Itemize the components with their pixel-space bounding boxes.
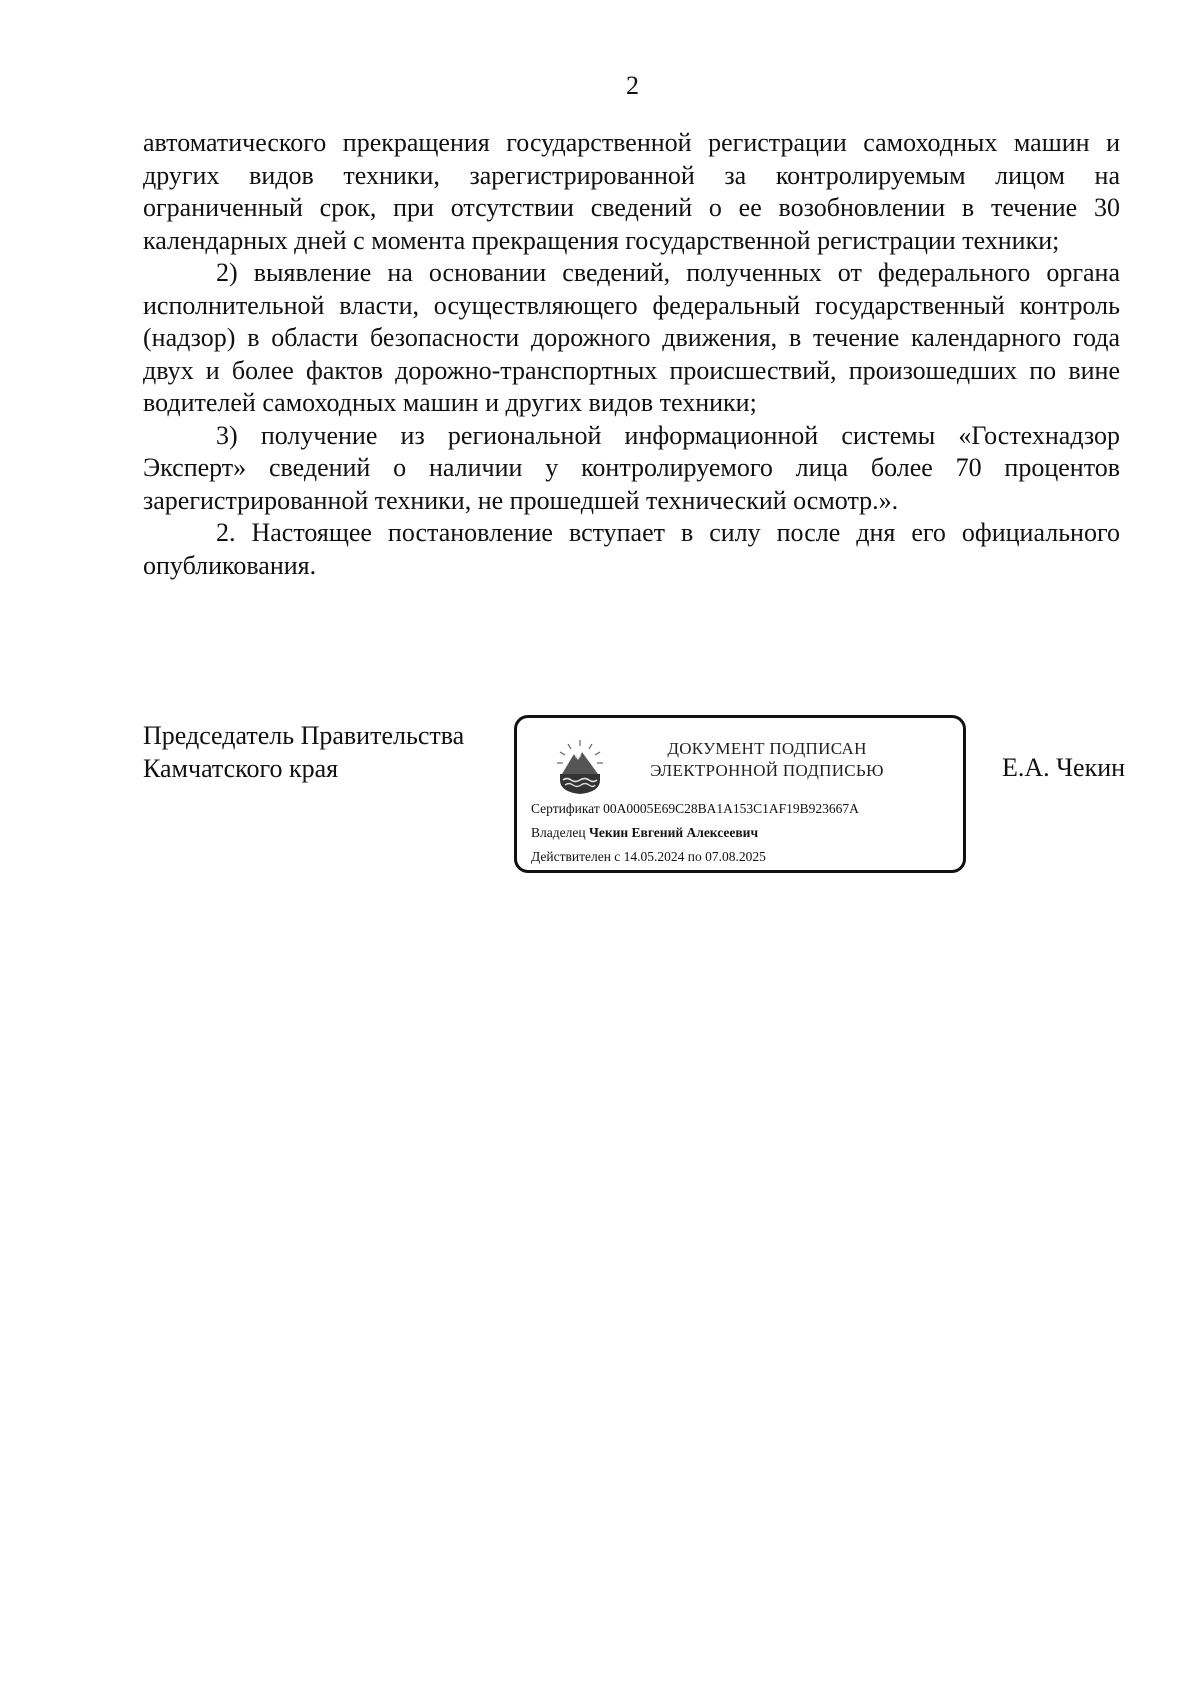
signer-title (143, 719, 464, 785)
certificate-label: Сертификат (531, 801, 600, 816)
page-number: 2 (626, 71, 639, 100)
paragraph-item-3: 3) получение из региональной информационной системы «Гостехнадзор Эксперт» сведений о наличии у контролируемого лица более 70 процентов зарегистрированной техники, не прошедшей технический осмотр.». (143, 420, 1120, 515)
signer-title-line-2: Камчатского края (143, 754, 339, 783)
paragraph-continuation: автоматического прекращения государственной регистрации самоходных машин и других видов техники, зарегистрированной за контролируемым лицом на ограниченный срок, при отсутствии сведений о ее возобновлении в течение 30 календарных дней с момента прекращения государственной регистрации техники; (143, 128, 1120, 255)
valid-from-value: 14.05.2024 (623, 849, 685, 864)
signer-title-line-1: Председатель Правительства (143, 721, 465, 750)
document-body (143, 127, 1120, 582)
valid-to-value: 07.08.2025 (705, 849, 766, 864)
paragraph-clause-2: 2. Настоящее постановление вступает в силу после дня его официального опубликования. (143, 518, 1120, 580)
owner-label: Владелец (531, 825, 586, 840)
stamp-owner (531, 824, 758, 842)
stamp-validity (531, 848, 766, 866)
valid-to-label: по (687, 849, 702, 864)
stamp-certificate (531, 800, 859, 818)
paragraph-item-2: 2) выявление на основании сведений, полученных от федерального органа исполнительной власти, осуществляющего федеральный государственный контроль (надзор) в области безопасности дорожного движения, в течение календарного года двух и более фактов дорожно-транспортных происшествий, произошедших по вине водителей самоходных машин и других видов техники; (143, 258, 1120, 417)
stamp-heading (617, 738, 917, 782)
stamp-heading-line-2: ЭЛЕКТРОННОЙ ПОДПИСЬЮ (650, 761, 884, 780)
kamchatka-coat-of-arms-icon (554, 736, 606, 796)
owner-value: Чекин Евгений Алексеевич (588, 825, 759, 840)
valid-from-label: Действителен с (531, 849, 621, 864)
signer-name: Е.А. Чекин (1002, 753, 1126, 782)
electronic-signature-stamp (514, 715, 966, 873)
stamp-heading-line-1: ДОКУМЕНТ ПОДПИСАН (667, 739, 867, 758)
certificate-value: 00A0005E69C28BA1A153C1AF19B923667A (603, 801, 859, 816)
